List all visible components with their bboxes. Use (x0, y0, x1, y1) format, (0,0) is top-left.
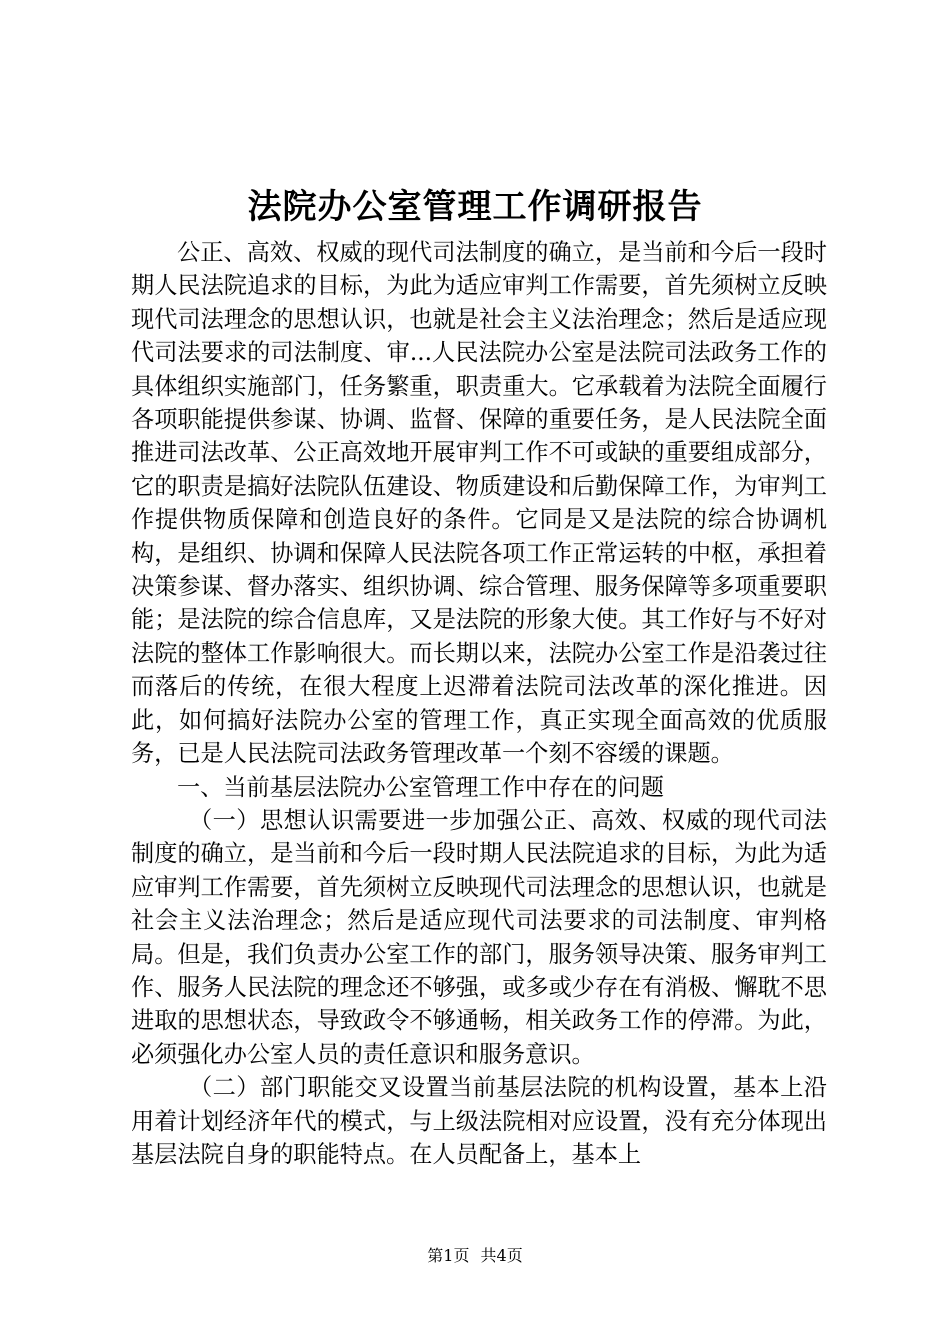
page-total: 共4页 (480, 1246, 523, 1265)
section-heading-1: 一、当前基层法院办公室管理工作中存在的问题 (177, 773, 664, 801)
document-title: 法院办公室管理工作调研报告 (247, 187, 703, 227)
subsection-paragraph-2: （二）部门职能交叉设置当前基层法院的机构设置，基本上沿用着计划经济年代的模式，与上级法院相对应设置，没有充分体现出基层法院自身的职能特点。在人员配备上，基本上 (131, 1074, 827, 1168)
subsection-paragraph-1: （一）思想认识需要进一步加强公正、高效、权威的现代司法制度的确立，是当前和今后一段时期人民法院追求的目标，为此为适应审判工作需要，首先须树立反映现代司法理念的思想认识，也就是社会主义法治理念；然后是适应现代司法要求的司法制度、审判格局。但是，我们负责办公室工作的部门，服务领导决策、服务审判工作、服务人民法院的理念还不够强，或多或少存在有消极、懈耽不思进取的思想状态，导致政令不够通畅，相关政务工作的停滞。为此，必须强化办公室人员的责任意识和服务意识。 (131, 806, 827, 1068)
page-number: 第1页 (427, 1246, 470, 1265)
page-footer (0, 1245, 950, 1267)
intro-paragraph: 公正、高效、权威的现代司法制度的确立，是当前和今后一段时期人民法院追求的目标，为此为适应审判工作需要，首先须树立反映现代司法理念的思想认识，也就是社会主义法治理念；然后是适应现代司法要求的司法制度、审...人民法院办公室是法院司法政务工作的具体组织实施部门，任务繁重，职责重大。它承载着为法院全面履行各项职能提供参谋、协调、监督、保障的重要任务，是人民法院全面推进司法改革、公正高效地开展审判工作不可或缺的重要组成部分，它的职责是搞好法院队伍建设、物质建设和后勤保障工作，为审判工作提供物质保障和创造良好的条件。它同是又是法院的综合协调机构，是组织、协调和保障人民法院各项工作正常运转的中枢，承担着决策参谋、督办落实、组织协调、综合管理、服务保障等多项重要职能；是法院的综合信息库，又是法院的形象大使。其工作好与不好对法院的整体工作影响很大。而长期以来，法院办公室工作是沿袭过往而落后的传统，在很大程度上迟滞着法院司法改革的深化推进。因此，如何搞好法院办公室的管理工作，真正实现全面高效的优质服务，已是人民法院司法政务管理改革一个刻不容缓的课题。 (131, 239, 827, 768)
document-body (131, 236, 827, 1171)
